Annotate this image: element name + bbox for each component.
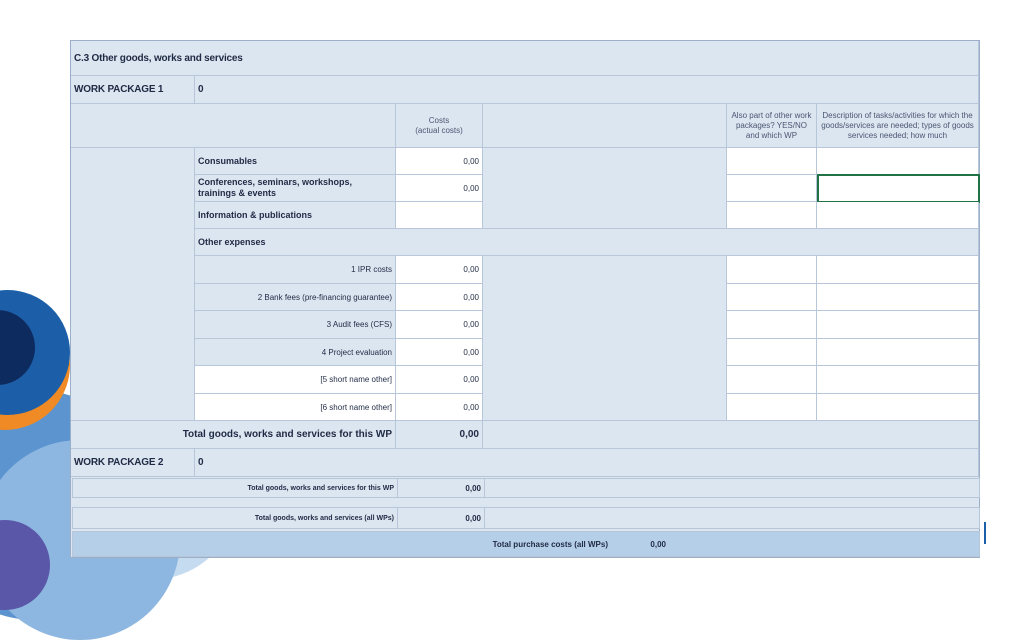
row-label: Consumables <box>195 148 396 175</box>
cost-cell[interactable]: 0,00 <box>396 256 483 284</box>
also-part-cell[interactable] <box>727 311 817 339</box>
also-part-cell[interactable] <box>727 394 817 421</box>
also-part-cell[interactable] <box>727 284 817 311</box>
wp2-value[interactable]: 0 <box>195 449 979 477</box>
cost-cell[interactable]: 0,00 <box>396 339 483 366</box>
cost-cell[interactable]: 0,00 <box>396 311 483 339</box>
also-part-cell[interactable] <box>727 175 817 202</box>
also-part-cell[interactable] <box>727 366 817 394</box>
cost-cell[interactable]: 0,00 <box>396 394 483 421</box>
description-cell[interactable] <box>817 366 979 394</box>
also-part-cell[interactable] <box>727 202 817 229</box>
wp1-label: WORK PACKAGE 1 <box>71 76 195 104</box>
also-part-cell[interactable] <box>727 148 817 175</box>
total-row-blank <box>483 421 979 449</box>
wp-total-summary-label: Total goods, works and services for this WP <box>73 479 398 497</box>
column-header-also-part: Also part of other work packages? YES/NO and which WP <box>727 104 817 148</box>
all-wps-total-value: 0,00 <box>398 508 485 528</box>
column-header-description: Description of tasks/activities for which the goods/services are needed; types of goods services needed; how much <box>817 104 979 148</box>
other-row-label: 3 Audit fees (CFS) <box>195 311 396 339</box>
wp1-value[interactable]: 0 <box>195 76 979 104</box>
all-wps-total-row <box>72 507 980 529</box>
wp1-total-value: 0,00 <box>396 421 483 449</box>
description-cell[interactable] <box>817 202 979 229</box>
description-cell[interactable] <box>817 148 979 175</box>
all-wps-total-label: Total goods, works and services (all WPs) <box>73 508 398 528</box>
row-label: Conferences, seminars, workshops, trainings & events <box>195 175 396 202</box>
wp1-total-label: Total goods, works and services for this WP <box>71 421 396 449</box>
description-cell[interactable] <box>817 256 979 284</box>
description-cell-selected[interactable] <box>817 174 980 203</box>
wp-total-summary-value: 0,00 <box>398 479 485 497</box>
description-cell[interactable] <box>817 284 979 311</box>
other-expenses-heading: Other expenses <box>195 229 979 256</box>
purchase-costs-label: Total purchase costs (all WPs) <box>492 539 608 549</box>
left-merged-cell <box>71 148 195 421</box>
merged-cell <box>483 148 727 229</box>
description-cell[interactable] <box>817 339 979 366</box>
decorative-bar <box>984 522 986 544</box>
cost-cell[interactable]: 0,00 <box>396 175 483 202</box>
section-title: C.3 Other goods, works and services <box>71 41 979 76</box>
also-part-cell[interactable] <box>727 339 817 366</box>
other-row-label: 2 Bank fees (pre-financing guarantee) <box>195 284 396 311</box>
wp-total-summary-row <box>72 478 980 498</box>
description-cell[interactable] <box>817 311 979 339</box>
cost-cell[interactable] <box>396 202 483 229</box>
also-part-cell[interactable] <box>727 256 817 284</box>
other-row-label[interactable]: [5 short name other] <box>195 366 396 394</box>
merged-cell <box>483 256 727 421</box>
other-row-label[interactable]: [6 short name other] <box>195 394 396 421</box>
description-cell[interactable] <box>817 394 979 421</box>
cost-cell[interactable]: 0,00 <box>396 148 483 175</box>
other-row-label: 4 Project evaluation <box>195 339 396 366</box>
column-header-costs: Costs (actual costs) <box>396 104 483 148</box>
other-row-label: 1 IPR costs <box>195 256 396 284</box>
purchase-costs-row <box>72 531 980 557</box>
cost-cell[interactable]: 0,00 <box>396 366 483 394</box>
wp2-label: WORK PACKAGE 2 <box>71 449 195 477</box>
purchase-costs-value: 0,00 <box>650 539 666 549</box>
row-label: Information & publications <box>195 202 396 229</box>
header-blank <box>483 104 727 148</box>
header-blank <box>71 104 396 148</box>
cost-cell[interactable]: 0,00 <box>396 284 483 311</box>
